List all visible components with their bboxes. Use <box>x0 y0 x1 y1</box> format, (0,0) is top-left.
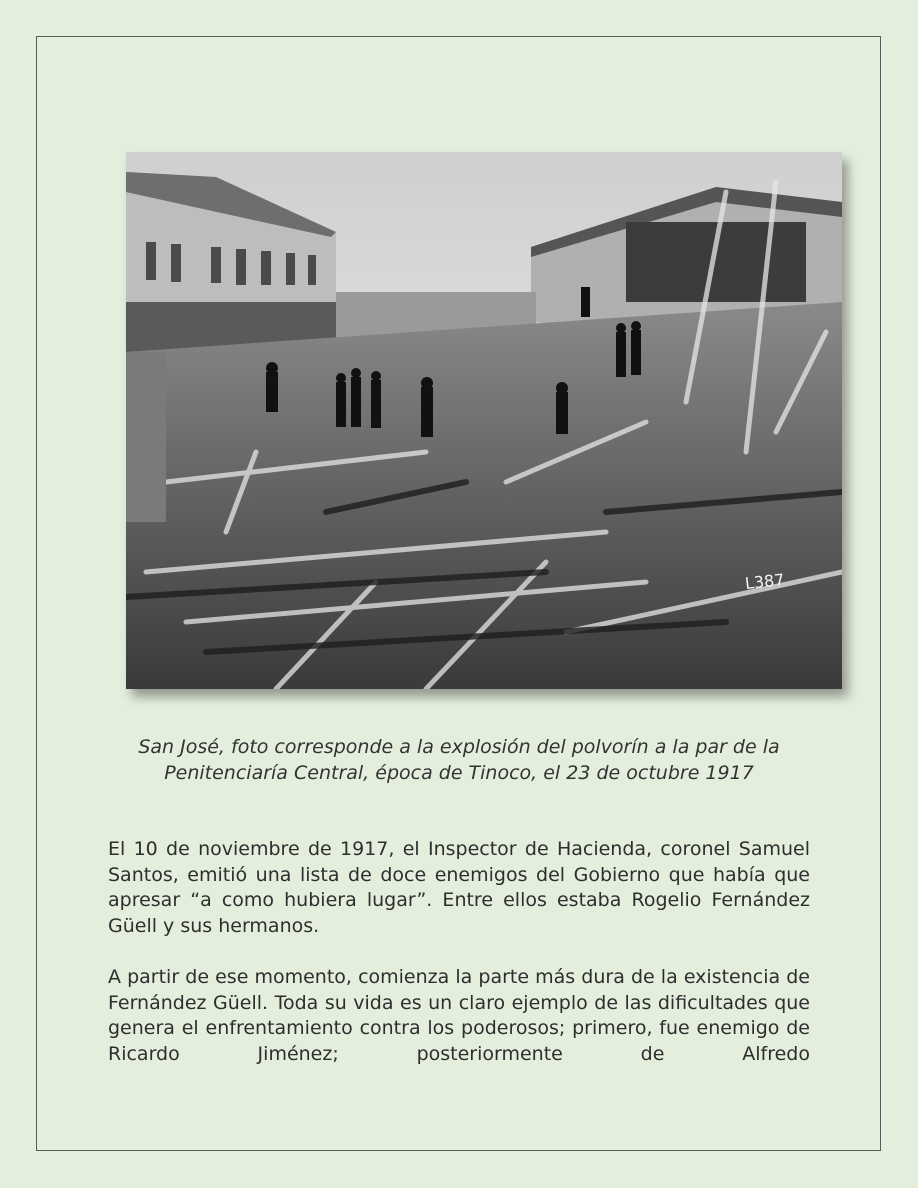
historical-photo <box>126 152 842 689</box>
photo-archive-tag: L387 <box>744 569 786 594</box>
body-paragraph-2: A partir de ese momento, comienza la parte más dura de la existencia de Fernández Güell. Toda su vida es un claro ejemplo de las dificultades que genera el enfrentamiento contra los poderosos; primero, fue enemigo de Ricardo Jiménez; posteriormente de Alfredo <box>108 966 810 1065</box>
body-paragraph-1: El 10 de noviembre de 1917, el Inspector de Hacienda, coronel Samuel Santos, emitió una lista de doce enemigos del Gobierno que había que apresar “a como hubiera lugar”. Entre ellos estaba Rogelio Fernández Güell y sus hermanos. <box>108 838 810 937</box>
photo-caption: San José, foto corresponde a la explosión del polvorín a la par de la Penitenciaría Central, época de Tinoco, el 23 de octubre 1917 <box>138 736 780 784</box>
explosion-ruins-image <box>126 152 842 689</box>
